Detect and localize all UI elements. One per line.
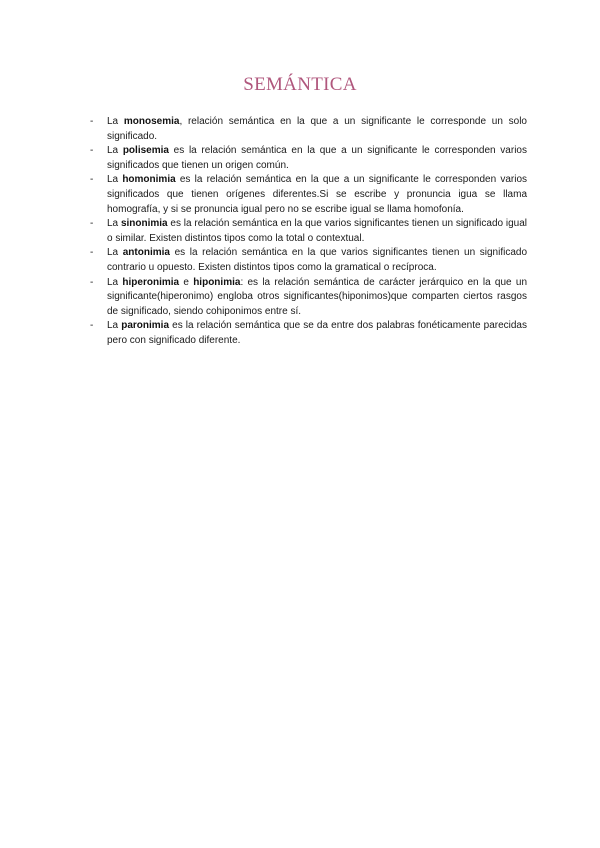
bullet-dash: - [90, 247, 94, 259]
list-item-sinonimia [90, 217, 527, 246]
term: polisemia [122, 145, 169, 157]
list-item-hiperonimia [90, 276, 527, 320]
term: homonimia [122, 174, 176, 186]
definition-list [90, 115, 527, 349]
bullet-dash: - [90, 276, 94, 288]
term: hiperonimia [122, 276, 180, 288]
item-prefix: La [107, 218, 121, 230]
item-definition: es la relación semántica en la que a un significante le corresponden varios significados que tienen orígenes diferentes.Si se escribe y pronuncia igua se llama homografía, y si se pronuncia igual pero no se escribe igual se llama homofonía. [107, 174, 527, 215]
item-prefix: La [107, 174, 123, 186]
item-definition: es la relación semántica que se da entre dos palabras fonéticamente parecidas pero con significado diferente. [107, 320, 527, 346]
item-text [107, 173, 527, 217]
list-item-monosemia [90, 115, 527, 144]
item-text [107, 319, 527, 348]
list-item-antonimia [90, 246, 527, 275]
list-item-polisemia [90, 144, 527, 173]
item-text [107, 144, 527, 173]
bullet-dash: - [90, 116, 94, 127]
item-definition: : es la relación semántica de carácter jerárquico en la que un significante(hiperonimo) engloba otros significantes(hiponimos)que comparten ciertos rasgos de significado, siendo cohiponimos entre sí. [107, 276, 528, 317]
item-definition: es la relación semántica en la que varios significantes tienen un significado igual o similar. Existen distintos tipos como la total o contextual. [107, 218, 528, 244]
bullet-dash: - [90, 174, 94, 186]
term: antonimia [122, 247, 170, 259]
bullet-dash: - [90, 218, 94, 230]
term: sinonimia [120, 218, 168, 230]
term: monosemia [123, 116, 180, 127]
item-definition: es la relación semántica en la que a un significante le corresponden varios significados que tienen un origen común. [107, 145, 527, 171]
item-prefix: La [107, 276, 123, 288]
item-prefix: La [107, 247, 123, 259]
page-title: SEMÁNTICA [243, 74, 357, 95]
term: hiponimia [193, 276, 241, 288]
bullet-dash: - [90, 320, 94, 332]
bullet-dash: - [90, 145, 94, 157]
list-item-paronimia [90, 319, 527, 348]
item-conjunction: e [179, 276, 194, 288]
item-text [107, 276, 527, 320]
item-prefix: La [107, 320, 122, 332]
item-text [107, 217, 527, 246]
item-prefix: La [107, 116, 124, 127]
item-text [107, 115, 527, 144]
item-prefix: La [107, 145, 123, 157]
item-definition: es la relación semántica en la que varios significantes tienen un significado contrario u opuesto. Existen distintos tipos como la gramatical o recíproca. [107, 247, 528, 273]
term: paronimia [121, 320, 170, 332]
list-item-homonimia [90, 173, 527, 217]
item-text [107, 246, 527, 275]
item-definition: , relación semántica en la que a un significante le corresponde un solo significado. [107, 116, 527, 142]
